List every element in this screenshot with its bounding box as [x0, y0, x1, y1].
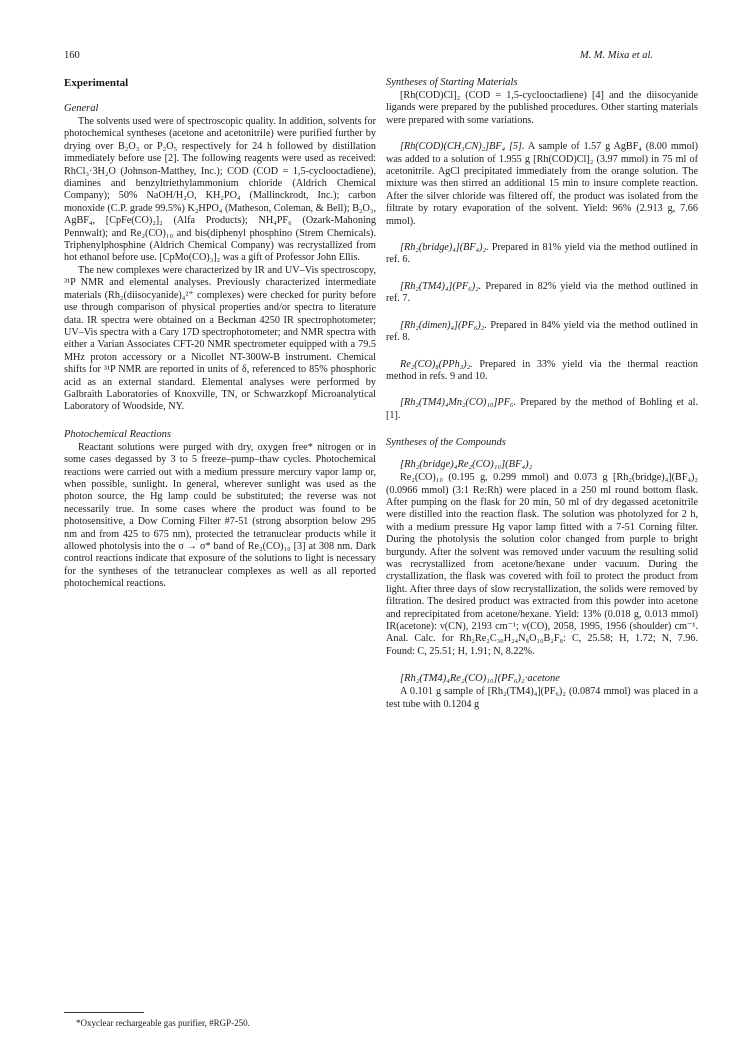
starting-materials-heading: Syntheses of Starting Materials — [386, 77, 518, 88]
entry-body: Prepared in 82% yield via the method outlined in ref. 7. — [386, 280, 698, 305]
photochemical-paragraph: Reactant solutions were purged with dry, oxygen free* nitrogen or in some cases degassed by 3 to 5 freeze–pump–thaw cycles. Photochemical reactions were carried out with a medium pressure mercury vapor lamp or, when possible, sunlight. In general, wherever sunlight was used as the photon source, the Hg lamp could be substituted; the reverse was not necessarily true. In some cases where the product was found to be photosensitive, a Dow Corning Filter #7-51 (strong absorption below 295 nm and from 425 to 675 nm), protected the tetranuclear products while it allowed photolysis into the σ → σ* band of Re₂(CO)₁₀ [3] at 308 nm. Dark control reactions indicate that exposure of the solutions to light is necessary for the syntheses of the tetranuclear complexes as well as all reported photochemical reactions. — [64, 441, 376, 590]
starting-materials-paragraph: [Rh(COD)Cl]₂ (COD = 1,5-cyclooctadiene) [4] and the diisocyanide ligands were prepared by the published procedures. Other starting materials were prepared with some variations. — [386, 90, 698, 126]
entry-heading: [Rh₂(dimen)₄](PF₆)₂. — [400, 319, 487, 331]
entry-heading: [Rh(COD)(CH₃CN)₂]BF₄ [5]. — [400, 141, 525, 153]
general-paragraph-1: The solvents used were of spectroscopic quality. In addition, solvents for photochemical syntheses (acetone and acetonitrile) were purified further by drying over B₂O₃ or P₂O₅ respectively for 24 h followed by distillation immediately before use [2]. The following reagents were used as received: RhCl₃·3H₂O (Johnson-Matthey, Inc.); COD (COD = 1,5-cyclooctadiene), diamines and benzyltriethylammonium chloride (Aldrich Chemical Company); 50% NaOH/H₂O, KH₂PO₄ (Mallinckrodt, Inc.); carbon monoxide (C.P. grade 99.5%) K₂HPO₄ (Matheson, Coleman, & Bell); B₂O₃, AgBF₄, [CpFe(CO)₂]₂ (Alfa Products); NH₄PF₆ (Ozark-Mahoning Pennwalt); and Re₂(CO)₁₀ and bis(diphenyl phosphino (Strem Chemicals). Triphenylphosphine (Aldrich Chemical Company) was recrystallized from hot ethanol before use. [CpMo(CO)₃]₂ was a gift of Professor John Ellis. — [64, 116, 376, 264]
entry-heading: [Rh₂(TM4)₄](PF₆)₂. — [400, 280, 482, 292]
running-head — [64, 48, 653, 64]
synthesis-entry-rh2-bridge — [386, 242, 698, 267]
synthesis-entry-rh2-dimen — [386, 320, 698, 345]
entry-heading: [Rh₂(bridge)₄](BF₄)₂. — [400, 242, 489, 254]
general-paragraph-2: The new complexes were characterized by IR and UV–Vis spectroscopy, ³¹P NMR and elemental analyses. Previously characterized intermediate materials (Rh₂(diisocyanide)₄²⁺ complexes) were checked for purity before use through comparison of physical properties and/or spectra to literature data. IR spectra were obtained on a Beckman 4250 IR spectrophotometer; UV–Vis spectra with a Cary 17D spectrophotometer; and NMR spectra with either a Varian Associates CFT-20 NMR spectrometer equipped with a 79.5 MHz proton accessory or a Nicollet NT-300W-B instrument. Chemical shifts for ³¹P NMR are reported in units of δ, referenced to 85% phosphoric acid as an external standard. Elemental analyses were performed by Galbraith Laboratories of Knoxville, TN, or Schwarzkopf Microanalytical Laboratory of Woodside, NY. — [64, 264, 376, 413]
left-column — [64, 76, 376, 591]
compound-2-paragraph: A 0.101 g sample of [Rh₂(TM4)₄](PF₆)₂ (0.0874 mmol) was placed in a test tube with 0.1204 g — [386, 686, 698, 710]
entry-body: Prepared in 81% yield via the method outlined in ref. 6. — [386, 242, 698, 266]
running-authors: M. M. Mixa et al. — [579, 50, 653, 61]
entry-body: Prepared by the method of Bohling et al. [1]. — [386, 397, 698, 421]
footnote-divider — [64, 1012, 144, 1013]
compounds-heading: Syntheses of the Compounds — [386, 437, 506, 449]
synthesis-entry-re2-pph3 — [386, 359, 698, 384]
page-number: 160 — [64, 50, 80, 61]
compound-1-paragraph: Re₂(CO)₁₀ (0.195 g, 0.299 mmol) and 0.073 g [Rh₂(bridge)₄](BF₄)₂ (0.0966 mmol) (3:1 Re:Rh) were placed in a 250 ml round bottom flask. After pumping on the flask for 20 min, 50 ml of dry degassed acetonitrile were distilled into the reaction flask. The solution was photolyzed for 2 h, with a medium pressure Hg vapor lamp fitted with a 7-51 Corning filter. During the photolysis the solution color changed from purple to bright burgundy. After the solvent was removed under vacuum the resulting solid was recrystallized from acetone/hexane under vacuum. During the crystallization, the flask was covered with foil to protect the product from light. After three days of slow recrystallization, the solids were removed by filtration. The desired product was extracted from this powder into acetone and reprecipitated from acetone/hexane. Yield: 13% (0.018 g, 0.013 mmol) IR(acetone): ν(CN), 2193 cm⁻¹; ν(CO), 2058, 1995, 1956 (shoulder) cm⁻¹. Anal. Calc. for Rh₂Re₂C₃₀H₂₄N₈O₁₀B₂F₈: C, 25.58; H, 1.72; N, 7.96. Found: C, 25.51; H, 1.91; N, 8.22%. — [386, 472, 698, 657]
right-column — [386, 76, 698, 711]
synthesis-entry-rh2-tm4 — [386, 281, 698, 306]
compound-2-heading: [Rh₂(TM4)₄Re₂(CO)₁₀](PF₆)₂·acetone — [400, 673, 560, 685]
photochemical-heading: Photochemical Reactions — [64, 428, 172, 440]
general-heading: General — [64, 103, 99, 114]
entry-body: A sample of 1.57 g AgBF₄ (8.00 mmol) was added to a solution of 1.955 g [Rh(COD)Cl]₂ (3.97 mmol) in 75 ml of acetonitrile. AgCl precipitated immediately from the orange solution. The mixture was then stirred an additional 15 min to insure complete reaction. After the silver chloride was filtered off, the product was isolated from the filtrate by rotary evaporation of the solvent. Yield: 96% (2.913 g, 7.66 mmol). — [386, 141, 698, 227]
entry-body: Prepared in 84% yield via the method outlined in ref. 8. — [386, 319, 698, 344]
compound-1-heading: [Rh₂(bridge)₄Re₂(CO)₁₀](BF₄)₂ — [400, 459, 533, 471]
synthesis-entry-rh2-mn2 — [386, 397, 698, 422]
entry-heading: [Rh₂(TM4)₄Mn₂(CO)₁₀]PF₆. — [400, 397, 517, 409]
footnote: *Oxyclear rechargeable gas purifier, #RGP-250. — [76, 1018, 250, 1028]
synthesis-entry-rh-cod — [386, 141, 698, 228]
entry-body: Prepared in 33% yield via the thermal reaction method in refs. 9 and 10. — [386, 358, 698, 382]
entry-heading: Re₂(CO)₈(PPh₃)₂. — [400, 358, 473, 370]
experimental-heading: Experimental — [64, 77, 129, 89]
